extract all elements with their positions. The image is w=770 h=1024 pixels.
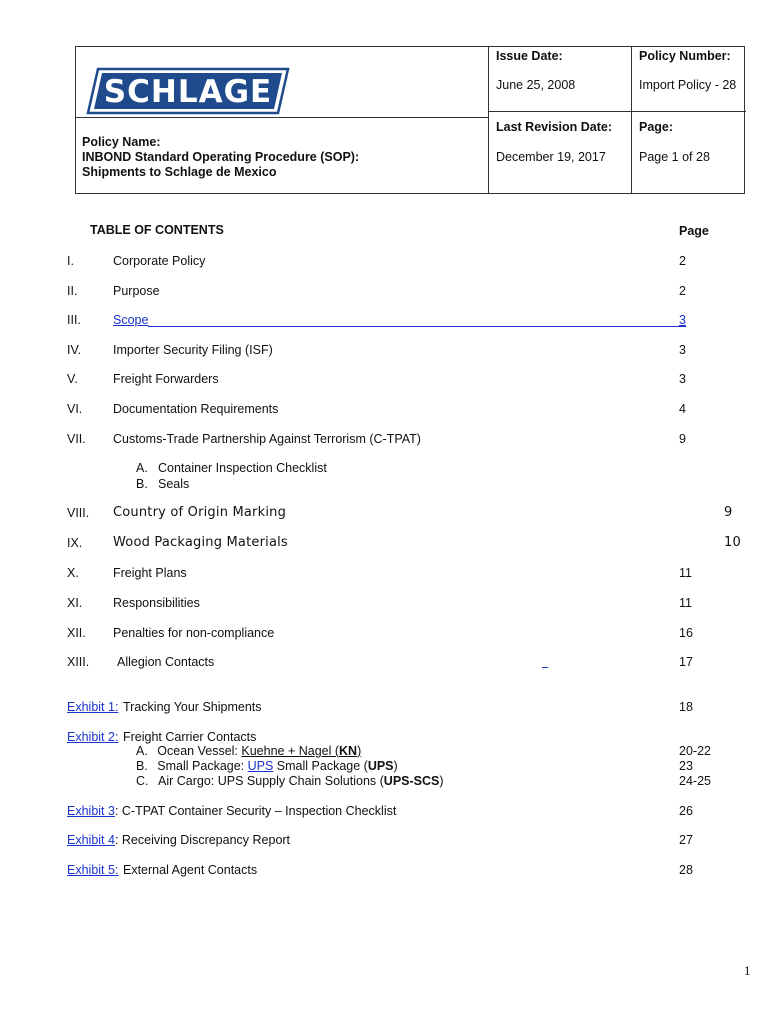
- toc-page: 4: [679, 402, 686, 416]
- subitem-letter: A.: [136, 461, 148, 475]
- kn-carrier-link[interactable]: [241, 744, 361, 758]
- toc-page: 11: [679, 596, 692, 610]
- item-bold: UPS: [367, 759, 394, 773]
- exhibit-title: : Receiving Discrepancy Report: [114, 833, 291, 847]
- toc-page: 10: [724, 535, 741, 550]
- policy-name: [82, 135, 359, 180]
- toc-number: I.: [67, 254, 74, 268]
- subitem-title: Container Inspection Checklist: [158, 461, 327, 475]
- policy-line: Shipments to Schlage de Mexico: [82, 165, 277, 179]
- exhibit-title: : C-TPAT Container Security – Inspection Checklist: [114, 804, 397, 818]
- toc-title: Penalties for non-compliance: [113, 626, 275, 640]
- policy-line: INBOND Standard Operating Procedure (SOP):: [82, 150, 360, 164]
- item-text: ): [393, 759, 398, 773]
- subitem-letter: B.: [136, 477, 148, 491]
- issue-date-label: Issue Date:: [496, 49, 563, 63]
- exhibit-3-line: [67, 804, 396, 818]
- toc-page: 9: [679, 432, 686, 446]
- exhibit-3-link[interactable]: Exhibit 3: [67, 804, 115, 818]
- header-table: [75, 46, 745, 194]
- exhibit2-item-page: 20-22: [679, 744, 711, 758]
- carrier-bold: KN: [339, 744, 358, 758]
- exhibit2-item-page: 24-25: [679, 774, 711, 788]
- toc-heading: TABLE OF CONTENTS: [90, 223, 224, 237]
- exhibit-page: 26: [679, 804, 693, 818]
- divider: [488, 47, 489, 193]
- ups-link[interactable]: UPS: [247, 759, 274, 773]
- toc-number: III.: [67, 313, 81, 327]
- policy-label: Policy Name:: [82, 135, 161, 149]
- toc-title: Allegion Contacts: [117, 655, 215, 669]
- item-letter: B.: [136, 759, 148, 773]
- item-text: ): [439, 774, 444, 788]
- exhibit2-item-b: [136, 759, 398, 773]
- item-bold: UPS-SCS: [383, 774, 440, 788]
- toc-number: XIII.: [67, 655, 90, 669]
- toc-page: 16: [679, 626, 693, 640]
- issue-date: June 25, 2008: [496, 78, 576, 92]
- toc-number: VI.: [67, 402, 83, 416]
- toc-title: Purpose: [113, 284, 160, 298]
- toc-page: 9: [724, 505, 733, 520]
- toc-number: XII.: [67, 626, 86, 640]
- divider: [631, 47, 632, 193]
- item-text: Small Package:: [157, 759, 248, 773]
- toc-page: 2: [679, 284, 686, 298]
- exhibit2-item-a: [136, 744, 361, 758]
- exhibit-5-link[interactable]: Exhibit 5:: [67, 863, 119, 877]
- exhibit-title: Tracking Your Shipments: [123, 700, 262, 714]
- item-letter: C.: [136, 774, 149, 788]
- footer-page-number: 1: [744, 963, 751, 978]
- toc-page: 3: [679, 372, 686, 386]
- item-letter: A.: [136, 744, 148, 758]
- exhibit-2-link[interactable]: Exhibit 2:: [67, 730, 119, 744]
- toc-page-heading: Page: [679, 224, 709, 238]
- revision-date: December 19, 2017: [496, 150, 606, 164]
- exhibit-4-link[interactable]: Exhibit 4: [67, 833, 115, 847]
- toc-title: Corporate Policy: [113, 254, 206, 268]
- exhibit-4-line: [67, 833, 290, 847]
- logo-text: SCHLAGE: [103, 74, 273, 110]
- scope-link[interactable]: Scope: [113, 313, 149, 327]
- toc-number: VIII.: [67, 506, 90, 520]
- toc-page: 11: [679, 566, 692, 580]
- carrier-end: ): [357, 744, 362, 758]
- toc-title: Documentation Requirements: [113, 402, 279, 416]
- toc-title: Customs-Trade Partnership Against Terrorism (C-TPAT): [113, 432, 421, 446]
- exhibit-page: 18: [679, 700, 693, 714]
- toc-title: Country of Origin Marking: [113, 505, 287, 520]
- toc-title: Responsibilities: [113, 596, 200, 610]
- item-text: Small Package (: [273, 759, 368, 773]
- toc-number: II.: [67, 284, 78, 298]
- toc-page: 2: [679, 254, 686, 268]
- carrier-text: Kuehne + Nagel (: [241, 744, 340, 758]
- exhibit-page: 27: [679, 833, 693, 847]
- toc-number: VII.: [67, 432, 86, 446]
- toc-number: V.: [67, 372, 78, 386]
- exhibit-title: External Agent Contacts: [123, 863, 258, 877]
- toc-page: 17: [679, 655, 693, 669]
- revision-label: Last Revision Date:: [496, 120, 613, 134]
- schlage-logo: [84, 65, 292, 117]
- toc-title: Freight Forwarders: [113, 372, 219, 386]
- toc-number: IX.: [67, 536, 83, 550]
- toc-page: 3: [679, 343, 686, 357]
- divider: [76, 117, 488, 118]
- toc-title: Importer Security Filing (ISF): [113, 343, 273, 357]
- scope-page-link[interactable]: 3: [679, 313, 686, 327]
- exhibit2-item-c: [136, 774, 444, 788]
- exhibit-page: 28: [679, 863, 693, 877]
- subitem-title: Seals: [158, 477, 190, 491]
- toc-title: Wood Packaging Materials: [113, 535, 288, 550]
- policy-number: Import Policy - 28: [639, 78, 737, 92]
- page-label: Page:: [639, 120, 674, 134]
- toc-number: XI.: [67, 596, 83, 610]
- page-value: Page 1 of 28: [639, 150, 710, 164]
- toc-title: Freight Plans: [113, 566, 187, 580]
- divider: [488, 111, 746, 112]
- toc-number: IV.: [67, 343, 82, 357]
- exhibit-title: Freight Carrier Contacts: [123, 730, 257, 744]
- link-underline-fragment: [542, 667, 548, 668]
- exhibit-1-link[interactable]: Exhibit 1:: [67, 700, 119, 714]
- item-text: Ocean Vessel:: [157, 744, 242, 758]
- exhibit2-item-page: 23: [679, 759, 693, 773]
- toc-number: X.: [67, 566, 79, 580]
- scope-link-underline: [148, 326, 686, 327]
- policy-number-label: Policy Number:: [639, 49, 731, 63]
- item-text: Air Cargo: UPS Supply Chain Solutions (: [157, 774, 384, 788]
